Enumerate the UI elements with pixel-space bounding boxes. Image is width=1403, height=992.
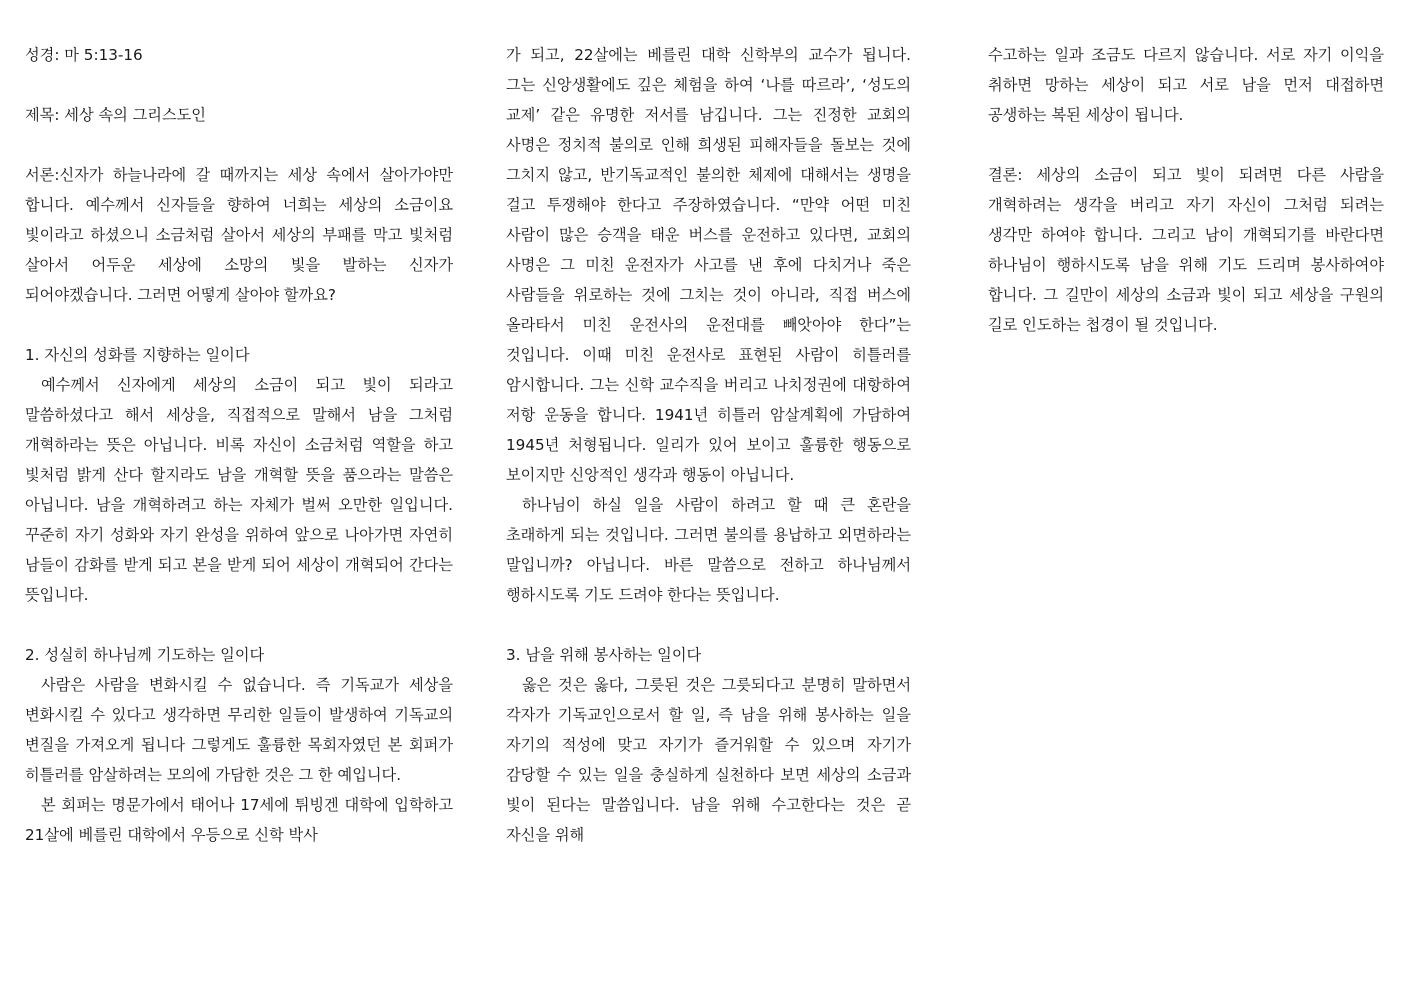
- column-2: [506, 40, 911, 850]
- sermon-title: 제목: 세상 속의 그리스도인: [25, 106, 206, 124]
- section-3-paragraph: 옳은 것은 옳다, 그릇된 것은 그릇되다고 분명히 말하면서 각자가 기독교인으로서 할 일, 즉 남을 위해 봉사하는 일을 자기의 적성에 맞고 자기가 즐거워할 수 있으며 자기가 감당할 수 있는 일을 충실하게 실천하다 보면 세상의 소금과 빛이 된다는 말씀입니다. 남을 위해 수고한다는 것은 곧 자신을 위해: [506, 676, 911, 844]
- introduction-paragraph: 서론:신자가 하늘나라에 갈 때까지는 세상 속에서 살아가야만 합니다. 예수께서 신자들을 향하여 너희는 세상의 소금이요 빛이라고 하셨으니 소금처럼 살아서 세상의 부패를 막고 빛처럼 살아서 어두운 세상에 소망의 빛을 발하는 신자가 되어야겠습니다. 그러면 어떻게 살아야 할까요?: [25, 166, 453, 304]
- spacer: [25, 610, 453, 640]
- section-1-paragraph: 예수께서 신자에게 세상의 소금이 되고 빛이 되라고 말씀하셨다고 해서 세상을, 직접적으로 말해서 남을 그처럼 개혁하라는 뜻은 아닙니다. 비록 자신이 소금처럼 역할을 하고 빛처럼 밝게 산다 할지라도 남을 개혁할 뜻을 품으라는 말씀은 아닙니다. 남을 개혁하려고 하는 자체가 벌써 오만한 일입니다. 꾸준히 자기 성화와 자기 완성을 위하여 앞으로 나아가면 자연히 남들이 감화를 받게 되고 본을 받게 되어 세상이 개혁되어 간다는 뜻입니다.: [25, 376, 453, 604]
- section-2-paragraph-2-continued: 가 되고, 22살에는 베를린 대학 신학부의 교수가 됩니다. 그는 신앙생활에도 깊은 체험을 하여 ‘나를 따르라’, ‘성도의 교제’ 같은 유명한 저서를 남깁니다. 그는 진정한 교회의 사명은 정치적 불의로 인해 희생된 피해자들을 돌보는 것에 그치지 않고, 반기독교적인 불의한 체제에 대해서는 생명을 걸고 투쟁해야 한다고 주장하였습니다. “만약 어떤 미친 사람이 많은 승객을 태운 버스를 운전하고 있다면, 교회의 사명은 그 미친 운전자가 사고를 낸 후에 다치거나 죽은 사람들을 위로하는 것에 그치는 것이 아니라, 직접 버스에 올라타서 미친 운전사의 운전대를 빼앗아야 한다”는 것입니다. 이때 미친 운전사로 표현된 사람이 히틀러를 암시합니다. 그는 신학 교수직을 버리고 나치정권에 대항하여 저항 운동을 합니다. 1941년 히틀러 암살계획에 가담하여 1945년 처형됩니다. 일리가 있어 보이고 훌륭한 행동으로 보이지만 신앙적인 생각과 행동이 아닙니다.: [506, 46, 911, 484]
- section-3-paragraph-continued: 수고하는 일과 조금도 다르지 않습니다. 서로 자기 이익을 취하면 망하는 세상이 되고 서로 남을 먼저 대접하면 공생하는 복된 세상이 됩니다.: [988, 46, 1384, 124]
- section-1-heading: 1. 자신의 성화를 지향하는 일이다: [25, 346, 250, 364]
- spacer: [988, 130, 1384, 160]
- section-2-paragraph-1: 사람은 사람을 변화시킬 수 없습니다. 즉 기독교가 세상을 변화시킬 수 있다고 생각하면 무리한 일들이 발생하여 기독교의 변질을 가져오게 됩니다 그렇게도 훌륭한 목회자였던 본 회퍼가 히틀러를 암살하려는 모의에 가담한 것은 그 한 예입니다.: [25, 676, 453, 784]
- column-1: [25, 40, 453, 850]
- scripture-reference: 성경: 마 5:13-16: [25, 46, 143, 64]
- section-2-paragraph-2: 본 회퍼는 명문가에서 태어나 17세에 튀빙겐 대학에 입학하고 21살에 베를린 대학에서 우등으로 신학 박사: [25, 796, 453, 844]
- spacer: [25, 310, 453, 340]
- section-2-heading: 2. 성실히 하나님께 기도하는 일이다: [25, 646, 265, 664]
- section-3-heading: 3. 남을 위해 봉사하는 일이다: [506, 646, 702, 664]
- spacer: [25, 70, 453, 100]
- column-3: [988, 40, 1384, 340]
- spacer: [506, 610, 911, 640]
- conclusion-paragraph: 결론: 세상의 소금이 되고 빛이 되려면 다른 사람을 개혁하려는 생각을 버리고 자기 자신이 그처럼 되려는 생각만 하여야 합니다. 그리고 남이 개혁되기를 바란다면 하나님이 행하시도록 남을 위해 기도 드리며 봉사하여야 합니다. 그 길만이 세상의 소금과 빛이 되고 세상을 구원의 길로 인도하는 첩경이 될 것입니다.: [988, 166, 1384, 334]
- spacer: [25, 130, 453, 160]
- section-2-paragraph-3: 하나님이 하실 일을 사람이 하려고 할 때 큰 혼란을 초래하게 되는 것입니다. 그러면 불의를 용납하고 외면하라는 말입니까? 아닙니다. 바른 말씀으로 전하고 하나님께서 행하시도록 기도 드려야 한다는 뜻입니다.: [506, 496, 911, 604]
